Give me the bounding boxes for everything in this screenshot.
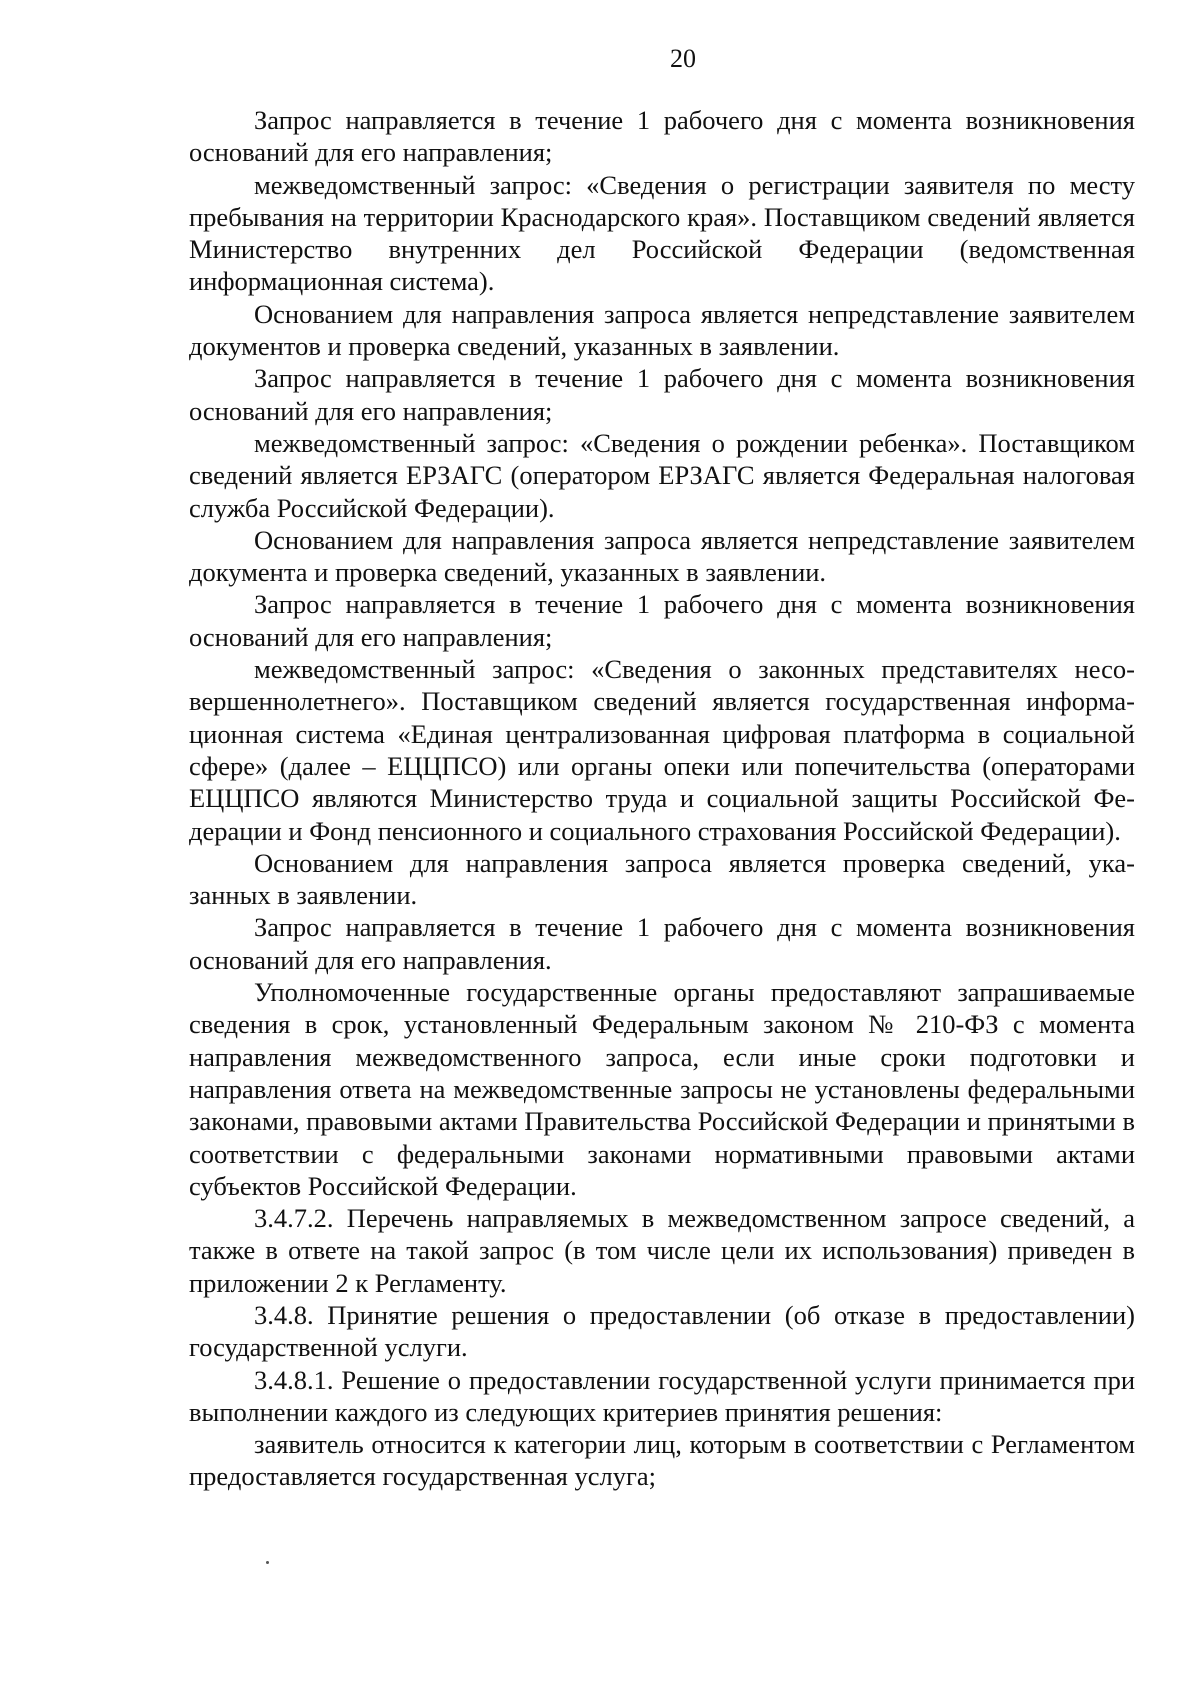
paragraph-3-4-7-2: 3.4.7.2. Перечень направляемых в межведомственном запросе сведений, а также в ответе на такой запрос (в том числе цели их использования) приведен в приложении 2 к Регламенту. <box>189 1203 1135 1298</box>
paragraph-registration-request: межведомственный запрос: «Сведения о регистрации заявителя по месту пребывания на территории Краснодарского края». Поставщиком сведений является Министерство внутренних дел Российской Федерации (ведомственная информационная система). <box>189 169 1135 297</box>
paragraph-3-4-8: 3.4.8. Принятие решения о предоставлении (об отказе в предоставлении) государственной услуги. <box>189 1299 1135 1363</box>
paragraph-basis-2: Основанием для направления запроса является непредставление заявителем документа и проверка сведений, указанных в заявлении. <box>189 524 1135 588</box>
paragraph-legal-representatives-request: межведомственный запрос: «Сведения о законных представителях несовершеннолетнего». Поставщиком сведений является государственная информационная система «Единая централизованная цифровая платформа в социальной сфере» (далее – ЕЦЦПСО) или органы опеки или попечительства (операторами ЕЦЦПСО являются Министерство труда и социальной защиты Российской Федерации и Фонд пенсионного и социального страхования Российской Федерации). <box>189 654 1135 846</box>
paragraph-birth-request: межведомственный запрос: «Сведения о рождении ребенка». Поставщиком сведений является ЕРЗАГС (оператором ЕРЗАГС является Федеральная налоговая служба Российской Федерации). <box>189 427 1135 523</box>
paragraph-basis-3: Основанием для направления запроса является проверка сведений, указанных в заявлении. <box>189 847 1135 911</box>
paragraph-criterion-applicant-category: заявитель относится к категории лиц, которым в соответствии с Регламентом предоставляется государственная услуга; <box>189 1429 1135 1492</box>
paragraph-authorized-bodies: Уполномоченные государственные органы предоставляют запрашиваемые сведения в срок, установленный Федеральным законом № 210-ФЗ с момента направления межведомственного запроса, если иные сроки подготовки и направления ответа на межведомственные запросы не установлены федеральными законами, правовыми актами Правительства Российской Федерации и принятыми в соответствии с федеральными законами нормативными правовыми актами субъектов Российской Федерации. <box>189 977 1136 1201</box>
scan-speck <box>266 1561 269 1564</box>
paragraph-request-deadline-2: Запрос направляется в течение 1 рабочего дня с момента возникновения оснований для его направления; <box>189 363 1135 426</box>
paragraph-request-deadline-4: Запрос направляется в течение 1 рабочего дня с момента возникновения оснований для его направления. <box>189 912 1135 975</box>
paragraph-3-4-8-1: 3.4.8.1. Решение о предоставлении государственной услуги принимается при выполнении каждого из следующих критериев принятия решения: <box>189 1364 1135 1427</box>
paragraph-request-deadline-1: Запрос направляется в течение 1 рабочего дня с момента возникновения оснований для его направления; <box>189 105 1135 168</box>
paragraph-request-deadline-3: Запрос направляется в течение 1 рабочего дня с момента возникновения оснований для его направления; <box>189 589 1135 652</box>
document-body <box>189 104 1135 1493</box>
page-number: 20 <box>670 44 696 73</box>
paragraph-basis-1: Основанием для направления запроса является непредставление заявителем документов и проверка сведений, указанных в заявлении. <box>189 298 1135 362</box>
